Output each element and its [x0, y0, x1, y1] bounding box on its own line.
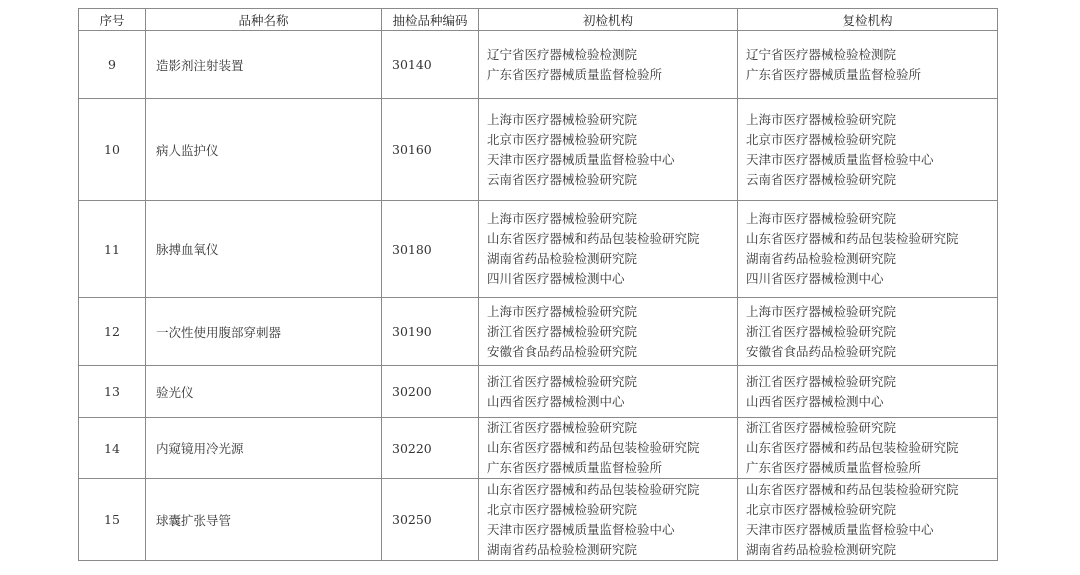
- institution-name: 云南省医疗器械检验研究院: [487, 171, 638, 187]
- header-initial-institution: 初检机构: [479, 9, 738, 31]
- institution-name: 山西省医疗器械检测中心: [746, 393, 884, 409]
- institution-name: 广东省医疗器械质量监督检验所: [487, 66, 663, 82]
- institution-name: 上海市医疗器械检验研究院: [746, 111, 897, 127]
- row-initial-institutions: [479, 418, 738, 479]
- table-row: [79, 298, 998, 366]
- row-serial-no: 12: [79, 298, 146, 366]
- row-initial-institutions: [479, 31, 738, 99]
- row-product-code: 30200: [382, 366, 479, 418]
- table-header-row: [79, 9, 998, 31]
- institution-name: 浙江省医疗器械检验研究院: [487, 323, 638, 339]
- institution-name: 天津市医疗器械质量监督检验中心: [746, 151, 934, 167]
- institution-name: 山东省医疗器械和药品包装检验研究院: [487, 481, 700, 497]
- row-recheck-institutions: [738, 298, 998, 366]
- institution-name: 天津市医疗器械质量监督检验中心: [487, 521, 675, 537]
- institution-name: 北京市医疗器械检验研究院: [746, 131, 897, 147]
- row-product-name: 内窥镜用冷光源: [146, 418, 382, 479]
- row-recheck-institutions: [738, 99, 998, 201]
- institution-name: 浙江省医疗器械检验研究院: [487, 420, 638, 435]
- row-product-code: 30160: [382, 99, 479, 201]
- institution-name: 辽宁省医疗器械检验检测院: [746, 46, 897, 62]
- institution-name: 湖南省药品检验检测研究院: [487, 251, 638, 266]
- row-initial-institutions: [479, 479, 738, 561]
- row-initial-institutions: [479, 201, 738, 298]
- row-product-code: 30190: [382, 298, 479, 366]
- institution-name: 山东省医疗器械和药品包装检验研究院: [746, 481, 959, 497]
- institution-name: 湖南省药品检验检测研究院: [746, 251, 897, 266]
- table-body: [79, 31, 998, 561]
- row-product-code: 30220: [382, 418, 479, 479]
- row-recheck-institutions: [738, 366, 998, 418]
- institution-name: 北京市医疗器械检验研究院: [487, 501, 638, 517]
- row-serial-no: 10: [79, 99, 146, 201]
- row-serial-no: 9: [79, 31, 146, 99]
- row-initial-institutions: [479, 99, 738, 201]
- row-product-name: 病人监护仪: [146, 99, 382, 201]
- institution-name: 山东省医疗器械和药品包装检验研究院: [487, 440, 700, 455]
- institution-name: 天津市医疗器械质量监督检验中心: [746, 521, 934, 537]
- institution-name: 安徽省食品药品检验研究院: [746, 343, 897, 359]
- institution-name: 四川省医疗器械检测中心: [746, 271, 884, 286]
- row-serial-no: 14: [79, 418, 146, 479]
- row-product-code: 30180: [382, 201, 479, 298]
- institution-name: 辽宁省医疗器械检验检测院: [487, 46, 638, 62]
- table-row: [79, 418, 998, 479]
- row-product-name: 验光仪: [146, 366, 382, 418]
- inspection-table: [78, 8, 998, 561]
- institution-name: 上海市医疗器械检验研究院: [487, 211, 638, 226]
- row-serial-no: 13: [79, 366, 146, 418]
- row-serial-no: 11: [79, 201, 146, 298]
- institution-name: 山东省医疗器械和药品包装检验研究院: [746, 440, 959, 455]
- institution-name: 浙江省医疗器械检验研究院: [746, 373, 897, 389]
- header-recheck-institution: 复检机构: [738, 9, 998, 31]
- institution-name: 山东省医疗器械和药品包装检验研究院: [746, 231, 959, 246]
- row-product-name: 球囊扩张导管: [146, 479, 382, 561]
- institution-name: 云南省医疗器械检验研究院: [746, 171, 897, 187]
- institution-name: 湖南省药品检验检测研究院: [746, 541, 897, 557]
- row-recheck-institutions: [738, 479, 998, 561]
- row-product-name: 脉搏血氧仪: [146, 201, 382, 298]
- institution-name: 四川省医疗器械检测中心: [487, 271, 625, 286]
- institution-name: 广东省医疗器械质量监督检验所: [487, 460, 663, 475]
- institution-name: 湖南省药品检验检测研究院: [487, 541, 638, 557]
- row-product-name: 一次性使用腹部穿刺器: [146, 298, 382, 366]
- row-recheck-institutions: [738, 418, 998, 479]
- institution-name: 北京市医疗器械检验研究院: [487, 131, 638, 147]
- institution-name: 上海市医疗器械检验研究院: [746, 211, 897, 226]
- institution-name: 北京市医疗器械检验研究院: [746, 501, 897, 517]
- institution-name: 天津市医疗器械质量监督检验中心: [487, 151, 675, 167]
- table-row: [79, 31, 998, 99]
- institution-name: 安徽省食品药品检验研究院: [487, 343, 638, 359]
- row-product-code: 30140: [382, 31, 479, 99]
- institution-name: 上海市医疗器械检验研究院: [746, 303, 897, 319]
- institution-name: 广东省医疗器械质量监督检验所: [746, 460, 922, 475]
- row-serial-no: 15: [79, 479, 146, 561]
- institution-name: 上海市医疗器械检验研究院: [487, 303, 638, 319]
- row-recheck-institutions: [738, 201, 998, 298]
- row-initial-institutions: [479, 298, 738, 366]
- institution-name: 山西省医疗器械检测中心: [487, 393, 625, 409]
- header-product-code: 抽检品种编码: [382, 9, 479, 31]
- table-row: [79, 201, 998, 298]
- institution-name: 浙江省医疗器械检验研究院: [746, 323, 897, 339]
- table-row: [79, 366, 998, 418]
- institution-name: 山东省医疗器械和药品包装检验研究院: [487, 231, 700, 246]
- institution-name: 浙江省医疗器械检验研究院: [746, 420, 897, 435]
- row-recheck-institutions: [738, 31, 998, 99]
- institution-name: 上海市医疗器械检验研究院: [487, 111, 638, 127]
- table-row: [79, 99, 998, 201]
- table-row: [79, 479, 998, 561]
- institution-name: 广东省医疗器械质量监督检验所: [746, 66, 922, 82]
- institution-name: 浙江省医疗器械检验研究院: [487, 373, 638, 389]
- row-product-code: 30250: [382, 479, 479, 561]
- header-serial-no: 序号: [79, 9, 146, 31]
- header-product-name: 品种名称: [146, 9, 382, 31]
- row-initial-institutions: [479, 366, 738, 418]
- row-product-name: 造影剂注射装置: [146, 31, 382, 99]
